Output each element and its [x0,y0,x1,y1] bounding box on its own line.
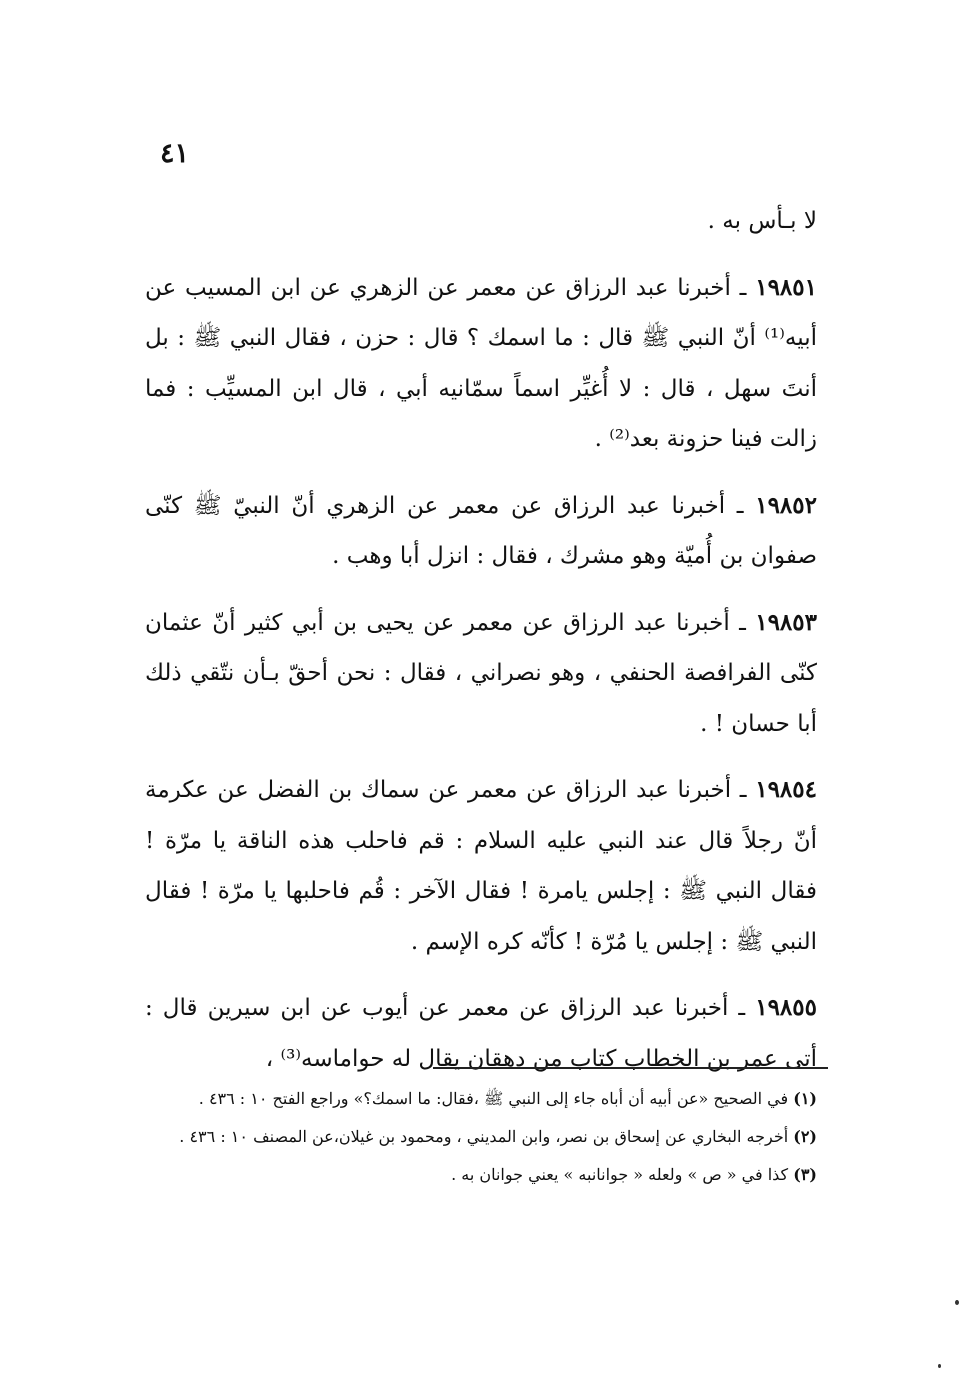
hadith-text: ـ أخبرنا عبد الرزاق عن معمر عن يحيى بن أبي كثير أنّ عثمان كنّى الفرافصة الحنفي ، وهو نصراني ، فقال : نحن أحقّ بـأن نتّقي ذلك أبا حسان ! . [145,609,817,737]
hadith-text: ـ أخبرنا عبد الرزاق عن معمر عن الزهري عن ابن المسيب عن أبيه⁽¹⁾ أنّ النبي ﷺ قال : ما اسمك ؟ قال : حزن ، فقال النبي ﷺ : بل أنتَ سهل ، قال : لا أُغيِّر اسماً سمّانيه أبي ، قال ابن المسيِّب : فما زالت فينا حزونة بعد⁽²⁾ . [145,274,817,452]
paragraph-text: لا بـأس به . [707,208,817,234]
hadith-number: ١٩٨٥٤ [755,776,817,803]
hadith-text: ـ أخبرنا عبد الرزاق عن معمر عن أيوب عن ابن سيرين قال : أتى عمر بن الخطاب كتاب من دهقان يقال له حواماسه⁽³⁾ ، [145,995,817,1072]
hadith-19851 [145,263,817,465]
hadith-text: ـ أخبرنا عبد الرزاق عن معمر عن الزهري أنّ النبيّ ﷺ كنّى صفوان بن أُميّة وهو مشرك ، فقال : انزل أبا وهب . [145,492,817,569]
hadith-number: ١٩٨٥٢ [755,491,817,519]
footnotes [145,1082,817,1192]
footnote-separator [433,1067,828,1069]
footnote-text: في الصحيح «عن أبيه أن أباه جاء إلى النبي ﷺ ،فقال: ما اسمك؟» وراجع الفتح ١٠ : ٤٣٦ . [198,1089,794,1108]
footnote-2 [145,1120,817,1154]
hadith-text: ـ أخبرنا عبد الرزاق عن معمر عن سماك بن الفضل عن عكرمة أنّ رجلاً قال عند النبي عليه السلام : قم فاحلب هذه الناقة يا مرّة ! فقال النبي ﷺ : إجلس يامرة ! فقال الآخر : قُم فاحلبها يا مرّة ! فقال النبي ﷺ : إجلس يا مُرّة ! كأنّه كره الإسم . [145,777,817,955]
hadith-19854 [145,765,817,967]
footnote-1 [145,1082,817,1116]
scan-speck [955,1300,959,1305]
footnote-number: (٢) [793,1127,817,1146]
paragraph-continuation [145,196,817,247]
footnote-number: (٣) [793,1165,817,1184]
footnote-text: أخرجه البخاري عن إسحاق بن نصر، وابن المديني ، ومحمود بن غيلان،عن المصنف ١٠ : ٤٣٦ . [179,1127,794,1146]
page-number: ٤١ [160,138,190,169]
hadith-19852 [145,481,817,582]
footnote-3 [145,1158,817,1192]
footnote-text: كذا في « ص » ولعله « جوانانبه » يعني جوانان به . [451,1165,794,1184]
hadith-number: ١٩٨٥٣ [755,608,817,636]
hadith-number: ١٩٨٥١ [755,273,817,301]
scan-speck [938,1364,941,1368]
hadith-19853 [145,598,817,750]
footnote-number: (١) [793,1089,817,1108]
hadith-number: ١٩٨٥٥ [755,994,817,1021]
main-text [145,196,817,1084]
